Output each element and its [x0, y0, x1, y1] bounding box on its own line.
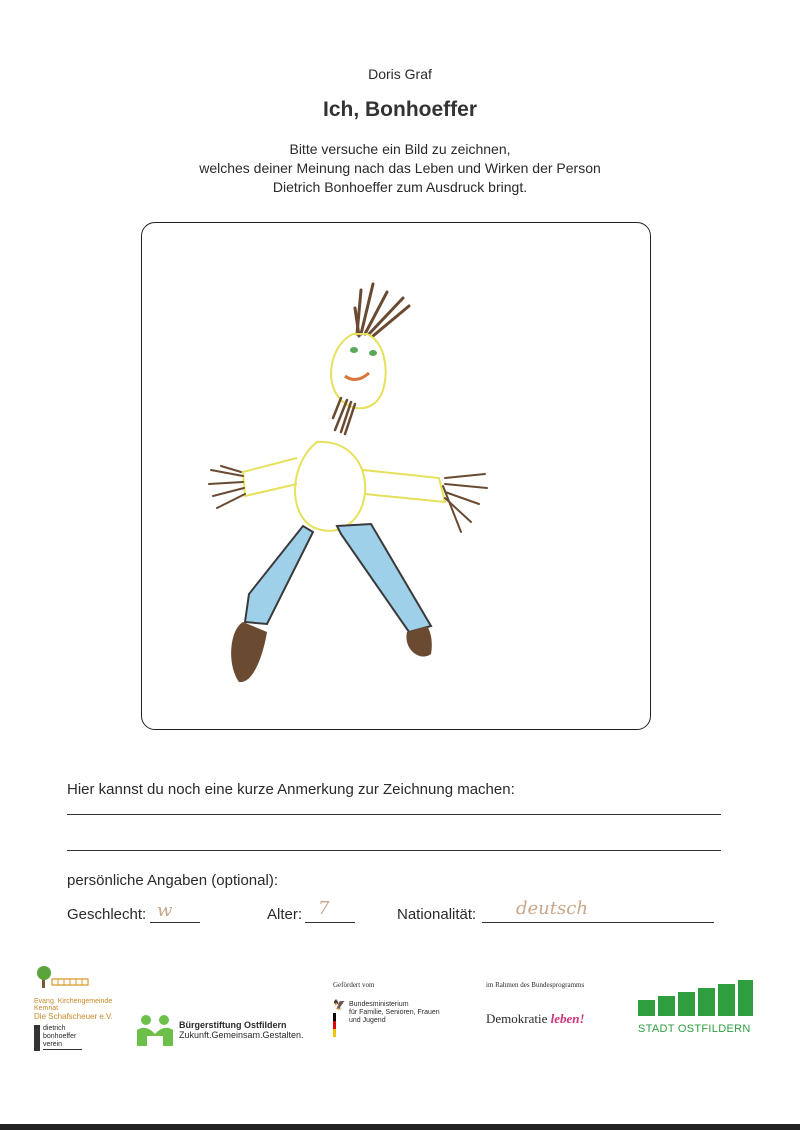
- age-label: Alter:: [267, 906, 303, 923]
- gender-line: [150, 922, 200, 923]
- note-line-2: [67, 850, 721, 851]
- age-line: [305, 922, 355, 923]
- ministry-line1: Bundesministerium: [349, 1001, 409, 1008]
- schafscheune-logo: [34, 965, 114, 1048]
- instruction-text: [0, 140, 800, 197]
- buergerstiftung-name: Bürgerstiftung Ostfildern: [179, 1020, 287, 1030]
- ministry-line2: für Familie, Senioren, Frauen: [349, 1009, 440, 1016]
- demokratie-leben-logo: [486, 981, 616, 1061]
- nationality-line: [482, 922, 714, 923]
- instruction-line: Dietrich Bonhoeffer zum Ausdruck bringt.: [272, 179, 528, 195]
- city-bars-icon: [638, 980, 754, 1016]
- age-value: 7: [318, 898, 330, 919]
- demokratie-word: Demokratie: [486, 1011, 548, 1026]
- verein-line1: dietrich: [43, 1025, 66, 1032]
- schafscheune-line1: Evang. Kirchengemeinde Kemnat: [34, 998, 113, 1012]
- ministry-line3: und Jugend: [349, 1017, 386, 1024]
- buergerstiftung-slogan: Zukunft.Gemeinsam.Gestalten.: [179, 1030, 304, 1040]
- program-text: im Rahmen des Bundesprogramms: [486, 981, 585, 989]
- note-line-1: [67, 814, 721, 815]
- instruction-line: Bitte versuche ein Bild zu zeichnen,: [289, 141, 511, 157]
- buergerstiftung-logo: [137, 990, 307, 1070]
- note-label: Hier kannst du noch eine kurze Anmerkung zur Zeichnung machen:: [67, 781, 515, 798]
- leben-word: leben!: [550, 1011, 585, 1026]
- flag-red: [333, 1021, 336, 1029]
- people-icon: [137, 1014, 173, 1046]
- child-drawing-of-person-icon: [141, 222, 651, 730]
- author-name: Doris Graf: [368, 66, 432, 82]
- instruction-line: welches deiner Meinung nach das Leben und Wirken der Person: [199, 160, 601, 176]
- tree-barn-icon: [34, 965, 94, 989]
- bonhoeffer-verein-logo: [34, 1025, 114, 1051]
- flag-black: [333, 1013, 336, 1021]
- scan-edge: [0, 1124, 800, 1130]
- nationality-label: Nationalität:: [397, 906, 477, 923]
- verein-line2: bonhoeffer: [43, 1033, 77, 1040]
- flag-gold: [333, 1029, 336, 1037]
- schafscheune-line2: Die Schafscheuer e.V.: [34, 1012, 113, 1021]
- gender-label: Geschlecht:: [67, 906, 147, 923]
- eagle-icon: 🦅: [333, 1000, 346, 1011]
- funded-by-text: Gefördert vom: [333, 981, 375, 989]
- verein-line3: verein: [43, 1041, 63, 1048]
- gender-value: w: [157, 900, 173, 921]
- ministry-logo: [333, 981, 453, 1061]
- page-title: Ich, Bonhoeffer: [322, 98, 477, 121]
- personal-data-label: persönliche Angaben (optional):: [67, 872, 278, 889]
- verein-mark-icon: [34, 1025, 40, 1051]
- stadt-name: STADT OSTFILDERN: [638, 1023, 751, 1035]
- nationality-value: deutsch: [516, 898, 588, 919]
- stadt-ostfildern-logo: [638, 980, 758, 1060]
